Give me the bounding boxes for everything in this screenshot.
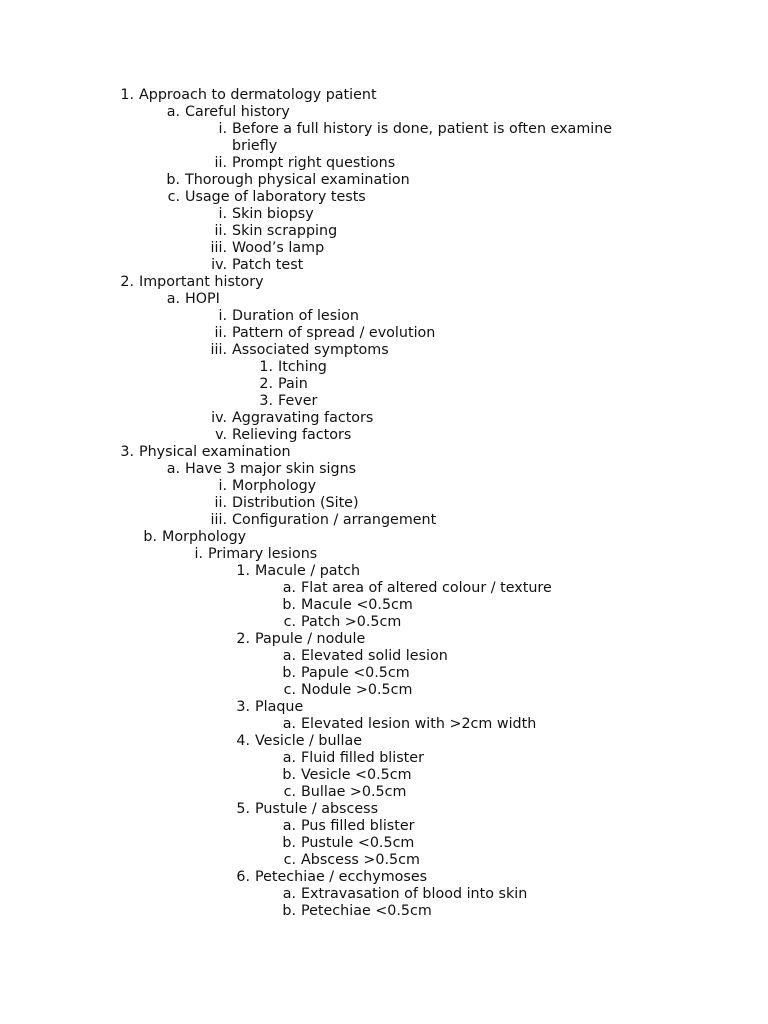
outline-item bbox=[0, 563, 768, 580]
outline-marker: i. bbox=[218, 308, 227, 324]
outline-marker: b. bbox=[282, 767, 296, 783]
outline-item bbox=[0, 223, 768, 240]
outline-marker: 1. bbox=[259, 359, 273, 375]
outline-marker: a. bbox=[282, 716, 296, 732]
outline-text: Patch test bbox=[232, 257, 304, 273]
outline-text: Elevated lesion with >2cm width bbox=[301, 716, 537, 732]
outline-text: briefly bbox=[232, 138, 278, 154]
outline-item bbox=[0, 410, 768, 427]
outline-marker: a. bbox=[282, 750, 296, 766]
outline-marker: a. bbox=[166, 461, 180, 477]
outline-marker: b. bbox=[143, 529, 157, 545]
outline-item bbox=[0, 801, 768, 818]
outline-marker: iv. bbox=[211, 410, 227, 426]
outline-marker: c. bbox=[283, 852, 296, 868]
outline-marker: a. bbox=[282, 818, 296, 834]
outline-item bbox=[0, 444, 768, 461]
outline-item bbox=[0, 291, 768, 308]
outline-item bbox=[0, 852, 768, 869]
outline-item bbox=[0, 478, 768, 495]
outline-item bbox=[0, 648, 768, 665]
outline-text: Before a full history is done, patient is often examine bbox=[232, 121, 613, 137]
outline-text: Distribution (Site) bbox=[232, 495, 359, 511]
outline-item bbox=[0, 376, 768, 393]
outline-text: Papule <0.5cm bbox=[301, 665, 410, 681]
outline-item bbox=[0, 750, 768, 767]
outline-marker: i. bbox=[218, 121, 227, 137]
outline-text: Pain bbox=[278, 376, 308, 392]
outline-item bbox=[0, 342, 768, 359]
outline-item bbox=[0, 308, 768, 325]
outline-item bbox=[0, 138, 768, 155]
outline-marker: b. bbox=[282, 597, 296, 613]
outline-text: Skin scrapping bbox=[232, 223, 338, 239]
outline-item bbox=[0, 155, 768, 172]
outline-marker: iv. bbox=[211, 257, 227, 273]
outline-text: Relieving factors bbox=[232, 427, 352, 443]
outline-text: Plaque bbox=[255, 699, 304, 715]
outline-text: Abscess >0.5cm bbox=[301, 852, 420, 868]
outline-text: Flat area of altered colour / texture bbox=[301, 580, 552, 596]
outline-item bbox=[0, 206, 768, 223]
outline-text: Thorough physical examination bbox=[185, 172, 410, 188]
outline-item bbox=[0, 546, 768, 563]
outline-item bbox=[0, 818, 768, 835]
outline-text: Itching bbox=[278, 359, 327, 375]
outline-marker: 6. bbox=[236, 869, 250, 885]
outline-marker: a. bbox=[282, 580, 296, 596]
outline-text: Aggravating factors bbox=[232, 410, 374, 426]
outline-item bbox=[0, 784, 768, 801]
outline-marker: 3. bbox=[259, 393, 273, 409]
outline-item bbox=[0, 359, 768, 376]
outline-marker: i. bbox=[194, 546, 203, 562]
outline-text: Macule <0.5cm bbox=[301, 597, 413, 613]
outline-marker: b. bbox=[166, 172, 180, 188]
outline-marker: c. bbox=[283, 682, 296, 698]
outline-item bbox=[0, 104, 768, 121]
outline-text: Morphology bbox=[232, 478, 317, 494]
outline-item bbox=[0, 767, 768, 784]
outline-text: Macule / patch bbox=[255, 563, 361, 579]
outline-text: Prompt right questions bbox=[232, 155, 396, 171]
outline-marker: 5. bbox=[236, 801, 250, 817]
outline-item bbox=[0, 614, 768, 631]
outline-marker: a. bbox=[282, 886, 296, 902]
outline-marker: ii. bbox=[214, 155, 227, 171]
outline-list bbox=[0, 87, 768, 920]
outline-item bbox=[0, 631, 768, 648]
outline-text: Extravasation of blood into skin bbox=[301, 886, 528, 902]
outline-text: Pus filled blister bbox=[301, 818, 415, 834]
outline-item bbox=[0, 427, 768, 444]
outline-item bbox=[0, 699, 768, 716]
outline-text: HOPI bbox=[185, 291, 220, 307]
outline-marker: v. bbox=[215, 427, 227, 443]
outline-item bbox=[0, 716, 768, 733]
outline-text: Primary lesions bbox=[208, 546, 318, 562]
outline-item bbox=[0, 172, 768, 189]
outline-text: Skin biopsy bbox=[232, 206, 314, 222]
outline-marker: iii. bbox=[210, 240, 227, 256]
outline-marker: c. bbox=[283, 614, 296, 630]
outline-marker: iii. bbox=[210, 512, 227, 528]
outline-marker: 2. bbox=[236, 631, 250, 647]
outline-text: Associated symptoms bbox=[232, 342, 389, 358]
outline-item bbox=[0, 886, 768, 903]
outline-item bbox=[0, 257, 768, 274]
outline-text: Pustule / abscess bbox=[255, 801, 379, 817]
outline-text: Vesicle / bullae bbox=[255, 733, 363, 749]
outline-marker: i. bbox=[218, 478, 227, 494]
outline-item bbox=[0, 597, 768, 614]
outline-item bbox=[0, 121, 768, 138]
outline-text: Bullae >0.5cm bbox=[301, 784, 407, 800]
outline-text: Have 3 major skin signs bbox=[185, 461, 357, 477]
outline-marker: 2. bbox=[259, 376, 273, 392]
outline-marker: 2. bbox=[120, 274, 134, 290]
outline-marker: 1. bbox=[120, 87, 134, 103]
outline-item bbox=[0, 665, 768, 682]
outline-marker: c. bbox=[283, 784, 296, 800]
outline-item bbox=[0, 682, 768, 699]
outline-marker: 3. bbox=[236, 699, 250, 715]
outline-item bbox=[0, 869, 768, 886]
outline-text: Physical examination bbox=[139, 444, 291, 460]
outline-text: Approach to dermatology patient bbox=[139, 87, 377, 103]
outline-item bbox=[0, 393, 768, 410]
outline-item bbox=[0, 461, 768, 478]
outline-text: Nodule >0.5cm bbox=[301, 682, 413, 698]
outline-item bbox=[0, 240, 768, 257]
outline-text: Configuration / arrangement bbox=[232, 512, 437, 528]
outline-marker: ii. bbox=[214, 495, 227, 511]
outline-text: Elevated solid lesion bbox=[301, 648, 448, 664]
outline-item bbox=[0, 274, 768, 291]
outline-item bbox=[0, 189, 768, 206]
outline-item bbox=[0, 529, 768, 546]
outline-text: Fluid filled blister bbox=[301, 750, 424, 766]
outline-marker: 4. bbox=[236, 733, 250, 749]
outline-item bbox=[0, 325, 768, 342]
outline-text: Petechiae / ecchymoses bbox=[255, 869, 428, 885]
outline-item bbox=[0, 903, 768, 920]
outline-text: Petechiae <0.5cm bbox=[301, 903, 432, 919]
outline-text: Fever bbox=[278, 393, 318, 409]
outline-marker: a. bbox=[166, 104, 180, 120]
outline-text: Usage of laboratory tests bbox=[185, 189, 366, 205]
outline-item bbox=[0, 512, 768, 529]
outline-marker: c. bbox=[167, 189, 180, 205]
outline-text: Morphology bbox=[162, 529, 247, 545]
outline-marker: i. bbox=[218, 206, 227, 222]
outline-marker: a. bbox=[166, 291, 180, 307]
outline-marker: ii. bbox=[214, 325, 227, 341]
outline-marker: b. bbox=[282, 665, 296, 681]
outline-marker: a. bbox=[282, 648, 296, 664]
outline-text: Duration of lesion bbox=[232, 308, 359, 324]
outline-text: Papule / nodule bbox=[255, 631, 366, 647]
outline-item bbox=[0, 580, 768, 597]
outline-text: Wood’s lamp bbox=[232, 240, 325, 256]
outline-text: Pattern of spread / evolution bbox=[232, 325, 436, 341]
outline-text: Patch >0.5cm bbox=[301, 614, 402, 630]
outline-text: Vesicle <0.5cm bbox=[301, 767, 412, 783]
outline-marker: b. bbox=[282, 903, 296, 919]
outline-marker: iii. bbox=[210, 342, 227, 358]
outline-marker: ii. bbox=[214, 223, 227, 239]
outline-marker: b. bbox=[282, 835, 296, 851]
outline-item bbox=[0, 87, 768, 104]
outline-item bbox=[0, 733, 768, 750]
outline-marker: 3. bbox=[120, 444, 134, 460]
outline-item bbox=[0, 835, 768, 852]
outline-item bbox=[0, 495, 768, 512]
outline-text: Careful history bbox=[185, 104, 290, 120]
outline-text: Important history bbox=[139, 274, 264, 290]
outline-marker: 1. bbox=[236, 563, 250, 579]
outline-text: Pustule <0.5cm bbox=[301, 835, 415, 851]
